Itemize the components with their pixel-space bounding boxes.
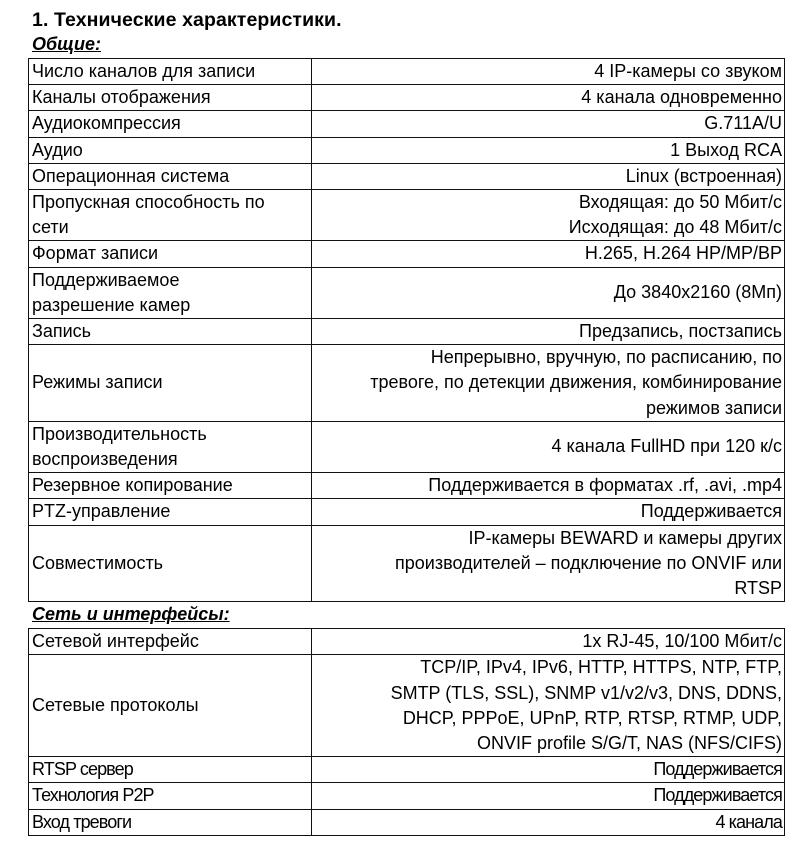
- row-value: Поддерживается: [312, 499, 785, 525]
- row-label: Сетевой интерфейс: [29, 629, 312, 655]
- spec-table-network: [28, 628, 785, 836]
- row-label: Формат записи: [29, 241, 312, 267]
- table-row: [29, 629, 785, 655]
- table-row: [29, 499, 785, 525]
- row-label: Аудиокомпрессия: [29, 111, 312, 137]
- row-label: Поддерживаемое разрешение камер: [29, 267, 312, 318]
- table-row: [29, 267, 785, 318]
- row-label: Вход тревоги: [29, 809, 312, 835]
- row-label: Пропускная способность по сети: [29, 190, 312, 241]
- table-row: [29, 783, 785, 809]
- table-row: [29, 137, 785, 163]
- spec-document: [28, 8, 784, 836]
- row-value: 1 Выход RCA: [312, 137, 785, 163]
- section-heading-general: Общие:: [32, 34, 101, 54]
- row-value: 4 канала FullHD при 120 к/с: [312, 421, 785, 472]
- row-value: 4 канала одновременно: [312, 85, 785, 111]
- row-label: Каналы отображения: [29, 85, 312, 111]
- table-row: [29, 345, 785, 422]
- table-row: [29, 111, 785, 137]
- row-label: Аудио: [29, 137, 312, 163]
- table-row: [29, 163, 785, 189]
- row-value: Поддерживается: [312, 783, 785, 809]
- row-value: G.711A/U: [312, 111, 785, 137]
- row-value: 1x RJ-45, 10/100 Мбит/с: [312, 629, 785, 655]
- table-row: [29, 757, 785, 783]
- table-row: [29, 473, 785, 499]
- table-row: [29, 655, 785, 757]
- row-value: Поддерживается в форматах .rf, .avi, .mp4: [312, 473, 785, 499]
- row-value: IP-камеры BEWARD и камеры других производителей – подключение по ONVIF или RTSP: [312, 525, 785, 602]
- row-label: Резервное копирование: [29, 473, 312, 499]
- row-label: Режимы записи: [29, 345, 312, 422]
- table-row: [29, 525, 785, 602]
- row-value: TCP/IP, IPv4, IPv6, HTTP, HTTPS, NTP, FTP, SMTP (TLS, SSL), SNMP v1/v2/v3, DNS, DDNS, DHCP, PPPoE, UPnP, RTP, RTSP, RTMP, UDP, ONVIF profile S/G/T, NAS (NFS/CIFS): [312, 655, 785, 757]
- table-row: [29, 319, 785, 345]
- row-value: H.265, H.264 HP/MP/BP: [312, 241, 785, 267]
- table-row: [29, 59, 785, 85]
- table-row: [29, 809, 785, 835]
- row-label: Совместимость: [29, 525, 312, 602]
- row-value: Linux (встроенная): [312, 163, 785, 189]
- row-label: Производительность воспроизведения: [29, 421, 312, 472]
- row-label: RTSP сервер: [29, 757, 312, 783]
- row-value: 4 IP-камеры со звуком: [312, 59, 785, 85]
- row-label: Операционная система: [29, 163, 312, 189]
- row-label: Запись: [29, 319, 312, 345]
- row-label: PTZ-управление: [29, 499, 312, 525]
- row-value: Непрерывно, вручную, по расписанию, по тревоге, по детекции движения, комбинирование режимов записи: [312, 345, 785, 422]
- row-value: До 3840x2160 (8Мп): [312, 267, 785, 318]
- table-row: [29, 241, 785, 267]
- row-value: 4 канала: [312, 809, 785, 835]
- table-row: [29, 190, 785, 241]
- row-label: Число каналов для записи: [29, 59, 312, 85]
- row-label: Технология P2P: [29, 783, 312, 809]
- document-title: 1. Технические характеристики.: [32, 9, 342, 31]
- row-value: Поддерживается: [312, 757, 785, 783]
- spec-table-general: [28, 58, 785, 602]
- row-value: Входящая: до 50 Мбит/с Исходящая: до 48 Мбит/с: [312, 190, 785, 241]
- section-heading-network: Сеть и интерфейсы:: [32, 604, 230, 625]
- row-value: Предзапись, постзапись: [312, 319, 785, 345]
- table-row: [29, 421, 785, 472]
- row-label: Сетевые протоколы: [29, 655, 312, 757]
- table-row: [29, 85, 785, 111]
